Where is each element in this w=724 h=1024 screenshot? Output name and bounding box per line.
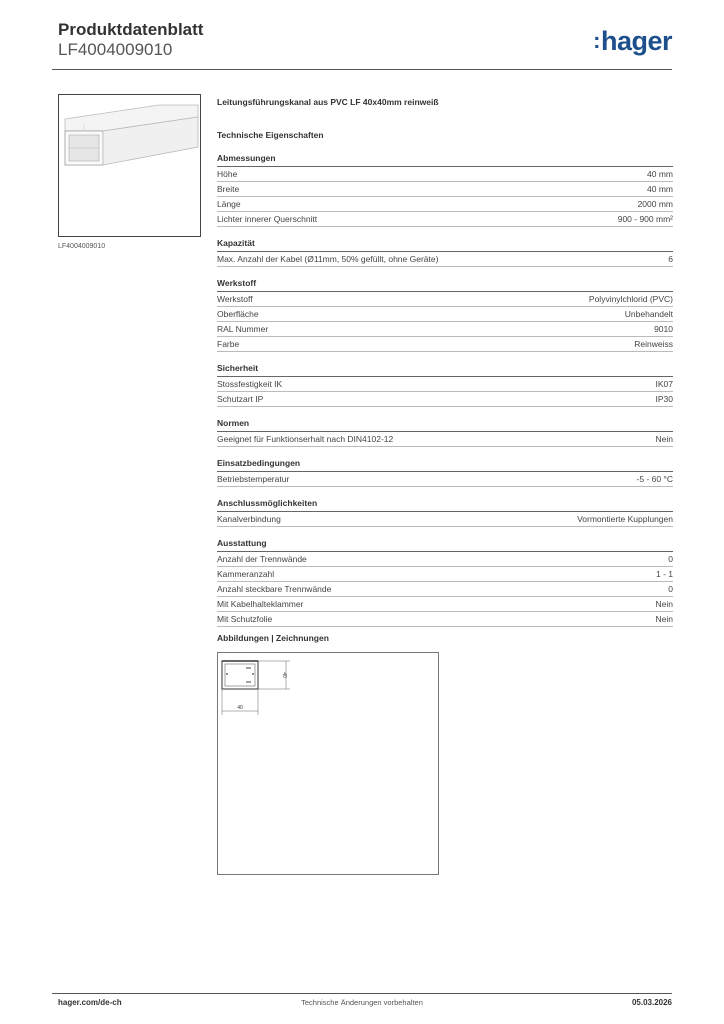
spec-section [217, 278, 673, 352]
spec-row [217, 612, 673, 627]
spec-value: 1 - 1 [655, 569, 673, 579]
spec-label: Länge [217, 199, 241, 209]
spec-label: Kanalverbindung [217, 514, 281, 524]
spec-row [217, 597, 673, 612]
spec-value: Nein [655, 434, 673, 444]
spec-label: Betriebstemperatur [217, 474, 290, 484]
spec-label: Mit Schutzfolie [217, 614, 273, 624]
spec-value: 40 mm [647, 184, 673, 194]
spec-section-title: Einsatzbedingungen [217, 458, 673, 472]
spec-section-title: Werkstoff [217, 278, 673, 292]
technical-properties-heading: Technische Eigenschaften [217, 130, 324, 140]
spec-value: 9010 [654, 324, 673, 334]
spec-section-title: Ausstattung [217, 538, 673, 552]
spec-section-title: Kapazität [217, 238, 673, 252]
product-image [58, 94, 201, 237]
spec-section [217, 418, 673, 447]
spec-row [217, 167, 673, 182]
spec-row [217, 472, 673, 487]
spec-row [217, 582, 673, 597]
spec-row [217, 377, 673, 392]
spec-value: 40 mm [647, 169, 673, 179]
spec-section-title: Abmessungen [217, 153, 673, 167]
dimension-height-label: 40 [281, 672, 287, 678]
spec-value: Reinweiss [634, 339, 673, 349]
spec-label: Mit Kabelhalteklammer [217, 599, 304, 609]
spec-label: Farbe [217, 339, 240, 349]
footer-website: hager.com/de-ch [58, 998, 122, 1007]
product-specifications [217, 97, 673, 638]
spec-value: Unbehandelt [624, 309, 673, 319]
technical-drawing [217, 652, 439, 875]
spec-value: Nein [655, 599, 673, 609]
spec-section-title: Anschlussmöglichkeiten [217, 498, 673, 512]
spec-value: Vormontierte Kupplungen [577, 514, 673, 524]
spec-value: 0 [668, 554, 673, 564]
spec-label: Breite [217, 184, 240, 194]
document-header [58, 20, 203, 60]
spec-label: Oberfläche [217, 309, 259, 319]
spec-section [217, 498, 673, 527]
spec-row [217, 212, 673, 227]
header-divider [52, 69, 672, 70]
spec-section [217, 153, 673, 227]
figures-heading: Abbildungen | Zeichnungen [217, 633, 329, 643]
spec-row [217, 512, 673, 527]
spec-row [217, 392, 673, 407]
spec-row [217, 432, 673, 447]
spec-row [217, 182, 673, 197]
spec-row [217, 197, 673, 212]
spec-label: Anzahl der Trennwände [217, 554, 307, 564]
spec-value: -5 - 60 °C [636, 474, 673, 484]
spec-value: 2000 mm [637, 199, 673, 209]
spec-row [217, 552, 673, 567]
spec-section [217, 458, 673, 487]
spec-label: Höhe [217, 169, 238, 179]
spec-section [217, 363, 673, 407]
spec-row [217, 292, 673, 307]
spec-section-title: Sicherheit [217, 363, 673, 377]
footer-date: 05.03.2026 [631, 998, 672, 1007]
hager-logo: :hager [593, 26, 672, 56]
spec-label: Lichter innerer Querschnitt [217, 214, 318, 224]
brand-name: hager [600, 26, 672, 56]
page-title: Produktdatenblatt [58, 20, 204, 39]
product-description: Leitungsführungskanal aus PVC LF 40x40mm reinweiß [217, 97, 439, 107]
article-number: LF4004009010 [58, 40, 173, 59]
spec-value: 6 [668, 254, 673, 264]
spec-label: Geeignet für Funktionserhalt nach DIN4102-12 [217, 434, 394, 444]
spec-value: Polyvinylchlorid (PVC) [588, 294, 673, 304]
spec-sections [217, 153, 673, 627]
spec-value: IP30 [655, 394, 673, 404]
spec-row [217, 337, 673, 352]
spec-row [217, 322, 673, 337]
spec-row [217, 252, 673, 267]
spec-label: Anzahl steckbare Trennwände [217, 584, 332, 594]
spec-value: 900 - 900 mm² [617, 214, 673, 224]
product-image-caption: LF4004009010 [58, 243, 106, 250]
spec-row [217, 307, 673, 322]
spec-value: 0 [668, 584, 673, 594]
footer-notice: Technische Änderungen vorbehalten [301, 998, 423, 1007]
spec-label: Schutzart IP [217, 394, 264, 404]
spec-section [217, 238, 673, 267]
spec-row [217, 567, 673, 582]
spec-label: Kammeranzahl [217, 569, 275, 579]
spec-label: RAL Nummer [217, 324, 269, 334]
spec-label: Werkstoff [217, 294, 253, 304]
spec-section [217, 538, 673, 627]
spec-value: Nein [655, 614, 673, 624]
footer-divider [52, 993, 672, 994]
spec-value: IK07 [655, 379, 673, 389]
dimension-width-label: 40 [237, 705, 243, 711]
spec-section-title: Normen [217, 418, 673, 432]
spec-label: Stossfestigkeit IK [217, 379, 283, 389]
spec-label: Max. Anzahl der Kabel (Ø11mm, 50% gefüllt, ohne Geräte) [217, 254, 439, 264]
